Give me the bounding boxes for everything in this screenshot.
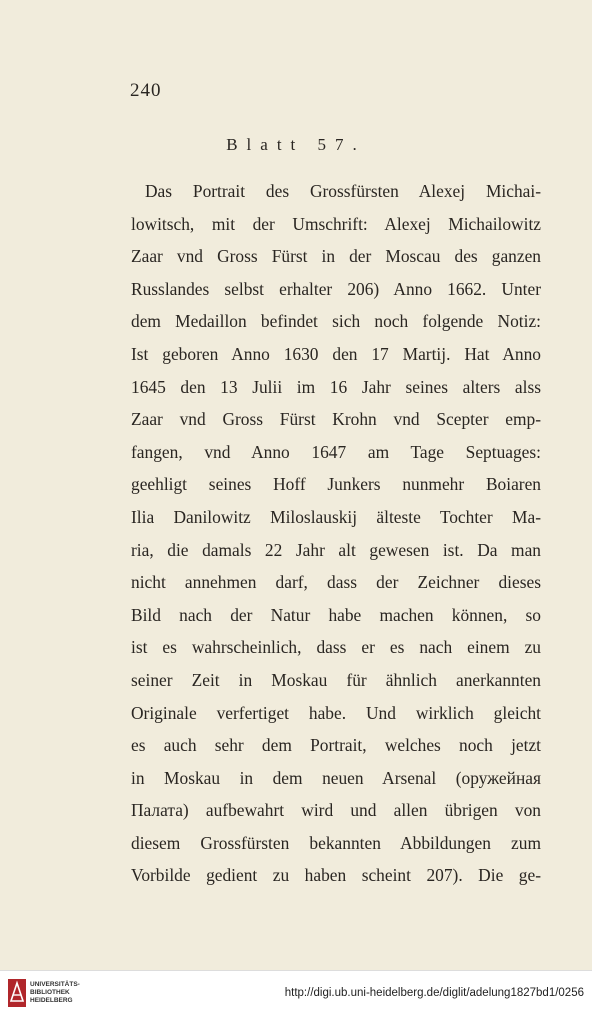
text-line: dem Medaillon befindet sich noch folgende Notiz:	[131, 311, 541, 332]
library-logo-icon	[8, 979, 26, 1007]
text-line: Zaar vnd Gross Fürst in der Moscau des ganzen	[131, 246, 541, 267]
viewer-footer	[0, 970, 592, 1018]
library-name-line: HEIDELBERG	[30, 997, 73, 1004]
text-line: Ilia Danilowitz Miloslauskij älteste Tochter Ma-	[131, 506, 541, 527]
text-line: lowitsch, mit der Umschrift: Alexej Michailowitz	[131, 213, 541, 234]
text-line: Ist geboren Anno 1630 den 17 Martij. Hat Anno	[131, 343, 541, 364]
library-name-line: UNIVERSITÄTS-	[30, 981, 80, 988]
text-line: diesem Grossfürsten bekannten Abbildungen zum	[131, 832, 541, 853]
text-line: Bild nach der Natur habe machen können, so	[131, 604, 541, 625]
text-line: fangen, vnd Anno 1647 am Tage Septuages:	[131, 441, 541, 462]
page-number: 240	[130, 80, 162, 101]
text-line: 1645 den 13 Julii im 16 Jahr seines alters alss	[131, 376, 541, 397]
text-line: Zaar vnd Gross Fürst Krohn vnd Scepter emp-	[131, 409, 541, 430]
text-line: Originale verfertiget habe. Und wirklich gleicht	[131, 702, 541, 723]
text-line: seiner Zeit in Moskau für ähnlich anerkannten	[131, 669, 541, 690]
text-line: in Moskau in dem neuen Arsenal (оружейная	[131, 767, 541, 788]
library-name-line: BIBLIOTHEK	[30, 989, 70, 996]
text-line: Das Portrait des Grossfürsten Alexej Michai-	[145, 181, 541, 201]
text-line: ist es wahrscheinlich, dass er es nach einem zu	[131, 637, 541, 658]
body-text	[131, 175, 541, 892]
text-line: nicht annehmen darf, dass der Zeichner dieses	[131, 572, 541, 593]
text-line: geehligt seines Hoff Junkers nunmehr Boiaren	[131, 474, 541, 495]
text-line: ria, die damals 22 Jahr alt gewesen ist. Da man	[131, 539, 541, 560]
library-name	[30, 981, 80, 1005]
section-heading: Blatt 57.	[226, 135, 366, 154]
text-line: es auch sehr dem Portrait, welches noch jetzt	[131, 735, 541, 756]
text-line: Russlandes selbst erhalter 206) Anno 1662. Unter	[131, 278, 541, 299]
text-line: Палата) aufbewahrt wird und allen übrigen von	[131, 800, 541, 821]
text-line: Vorbilde gedient zu haben scheint 207). Die ge-	[131, 865, 541, 886]
permalink[interactable]: http://digi.ub.uni-heidelberg.de/diglit/adelung1827bd1/0256	[284, 987, 584, 999]
